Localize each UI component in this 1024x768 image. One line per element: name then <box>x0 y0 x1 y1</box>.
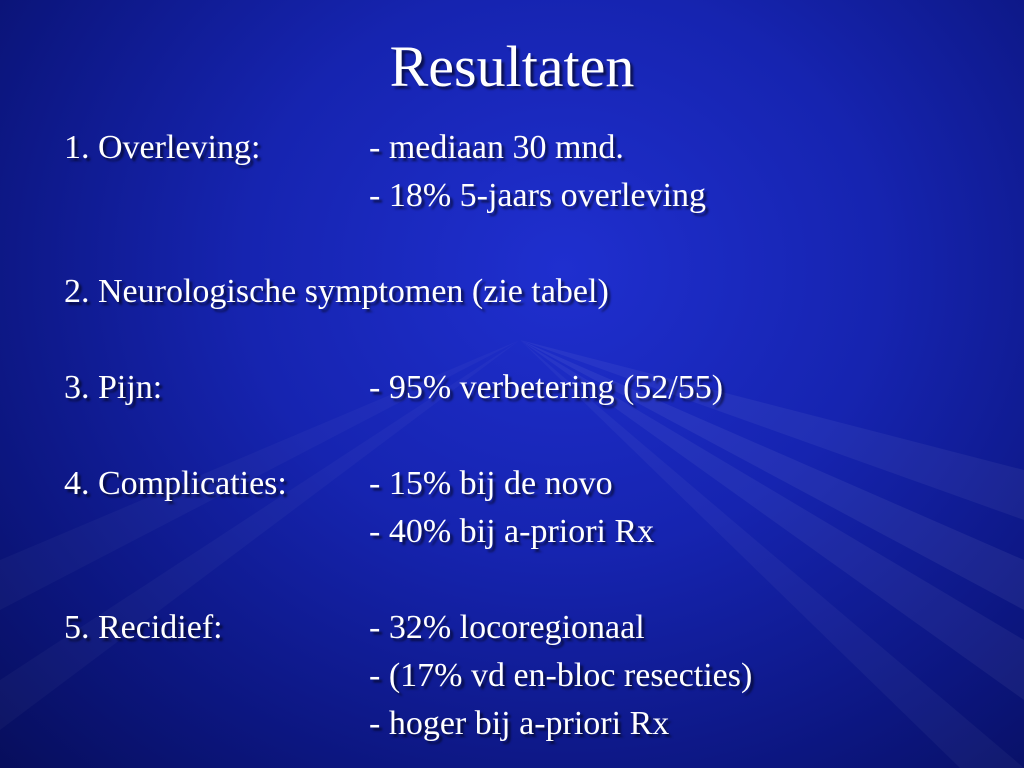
slide-body <box>64 124 984 748</box>
section-5-value-3: - hoger bij a-priori Rx <box>369 705 670 742</box>
section-5-row-2 <box>64 652 984 700</box>
section-3-row-1 <box>64 364 984 412</box>
slide-title: Resultaten <box>389 34 635 99</box>
section-1-row-1 <box>64 124 984 172</box>
section-3-label: 3. Pijn: <box>64 369 163 406</box>
section-4-row-2 <box>64 508 984 556</box>
section-5-value-1: - 32% locoregionaal <box>369 609 645 646</box>
section-5-label: 5. Recidief: <box>64 609 223 646</box>
section-4-value-2: - 40% bij a-priori Rx <box>369 513 655 550</box>
section-2-row <box>64 268 984 316</box>
section-5-row-1 <box>64 604 984 652</box>
section-5-row-3 <box>64 700 984 748</box>
section-4-row-1 <box>64 460 984 508</box>
section-1-label: 1. Overleving: <box>64 129 261 166</box>
section-4-label: 4. Complicaties: <box>64 465 287 502</box>
section-4-value-1: - 15% bij de novo <box>369 465 613 502</box>
section-5-value-2: - (17% vd en-bloc resecties) <box>369 657 753 694</box>
section-1-value-1: - mediaan 30 mnd. <box>369 129 624 166</box>
section-2-line: 2. Neurologische symptomen (zie tabel) <box>64 273 609 310</box>
section-1-value-2: - 18% 5-jaars overleving <box>369 177 707 214</box>
section-1-row-2 <box>64 172 984 220</box>
section-3-value-1: - 95% verbetering (52/55) <box>369 369 724 406</box>
